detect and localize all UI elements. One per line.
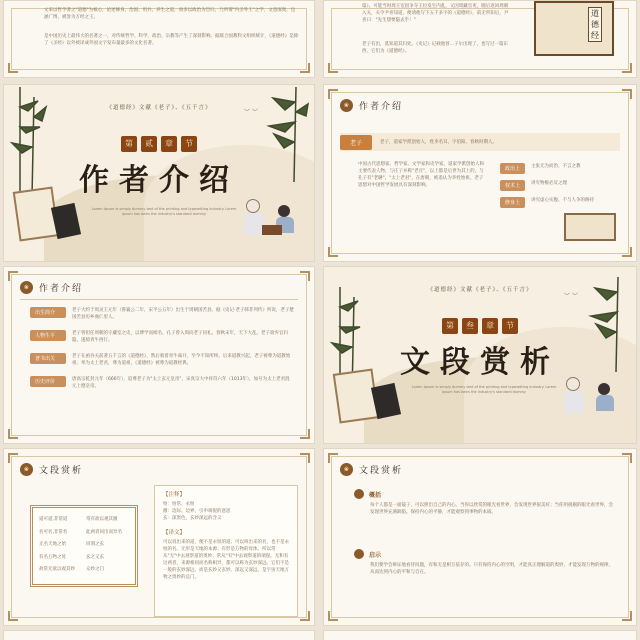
note-item: 玄：深黑色，玄妙深远的含义 <box>163 516 222 521</box>
poem-line: 此两者同出而异名 <box>86 529 122 535</box>
notes-box <box>154 485 298 617</box>
trait-item <box>500 163 620 174</box>
figures-image <box>242 195 312 237</box>
seal-icon: ❀ <box>340 99 353 112</box>
header-title: 作者介绍 <box>39 284 84 294</box>
seal-char: 第 <box>442 318 458 334</box>
scroll-title: 道德经 <box>588 7 602 42</box>
bird-icon: ︶ ︶ <box>564 293 578 300</box>
slide1-para-2: 是中国历史上最伟大的名著之一，对传统哲学、科学、政治、宗教等产生了深刻影响。据联合国教科文组织统计，《道德经》是除了《圣经》以外被译成外国文字发布量最多的文化名著。 <box>44 34 299 46</box>
seal-icon: ❀ <box>340 463 353 476</box>
slide-header <box>20 281 83 294</box>
lorem-text: Lorem Ipsum is simply dummy text of the printing and typesetting industry. Lorem Ipsum has been the industry's standard dummy <box>411 385 557 394</box>
author-portrait-image <box>564 213 616 241</box>
poem-line: 玄之又玄 <box>86 554 104 560</box>
section-text: 我们要学会辩证地看待问题，有和无是相互依存的。只有保持内心的空明，才能真正理解道的奥妙，才能发现万物的规律，从而达到内心的平和与自在。 <box>370 563 613 575</box>
life-text: 老子在函谷关前著五千言的《道德经》，然后骑着青牛离开，至今不知所终。后来道教兴起，老子被尊为道教始祖，奉为太上老君，尊为道祖，《道德经》被尊为道教经典。 <box>72 354 291 366</box>
trait-tag: 权术上 <box>500 180 525 191</box>
section-icon <box>354 489 364 499</box>
life-row <box>30 376 294 390</box>
life-row <box>30 353 294 367</box>
life-tag: 著书出关 <box>30 353 66 364</box>
seal-char: 第 <box>121 136 137 152</box>
seal-char: 叁 <box>462 318 478 334</box>
analysis-section <box>354 549 616 576</box>
life-rows <box>30 307 294 396</box>
translation-label: 【译文】 <box>163 530 186 536</box>
analysis-section <box>354 489 616 516</box>
trait-item <box>500 180 620 191</box>
header-title: 文段赏析 <box>39 466 84 476</box>
note-item: 恒：恒常、永恒 <box>163 502 195 507</box>
poem-line: 同谓之玄 <box>86 542 104 548</box>
poem-line: 众妙之门 <box>86 567 104 573</box>
figures-image <box>562 373 632 415</box>
slide-1[interactable] <box>3 0 315 78</box>
lorem-text: Lorem Ipsum is simply dummy text of the printing and typesetting industry. Lorem Ipsum has been the industry's standard dummy <box>91 207 237 216</box>
section-title: 概括 <box>369 491 382 499</box>
bird-icon: ︶ ︶ <box>244 109 258 116</box>
slide1-para-1: 文采以哲学著之"道德"为核心，论述修身、治国、用兵、养生之道，而多以政治为旨归，乃所谓"内圣外王"之学，文意深奥，包涵广博，被誉为万经之王。 <box>44 8 296 20</box>
poem-line: 常有欲以观其徼 <box>86 517 118 522</box>
slide2-para-1: 篇》。可能当时周王室因争夺王位发生内乱，又因周藏官吏，随后返回周朝入关，关令尹喜知道，便请他写下五千多字的《道德经》，前无所知后，尹喜曰："先生想要隐去乎！" <box>362 4 509 23</box>
name-tag: 老子 <box>340 135 372 150</box>
poem-line: 名可名,非常名 <box>39 529 68 535</box>
slide-6[interactable] <box>323 266 637 444</box>
life-row <box>30 307 294 321</box>
slide-5[interactable] <box>3 266 315 444</box>
life-row <box>30 330 294 344</box>
section-icon <box>354 549 364 559</box>
note-item: 徼：边际、边界，引申端倪的意思 <box>163 509 231 514</box>
slide-3[interactable] <box>3 84 315 262</box>
header-divider <box>20 299 298 300</box>
slide-header <box>20 463 83 476</box>
life-text: 老子大约于周灵王元年（鲁襄公二年，宋平公五年）出生于周朝国苦县。据《史记·老子韩非列传》所说，老子楚国苦县厉乡曲仁里人。 <box>72 308 294 320</box>
seal-char: 章 <box>482 318 498 334</box>
seal-char: 贰 <box>141 136 157 152</box>
life-tag: 出生简介 <box>30 307 66 318</box>
trait-text: 讲究物极必反之理 <box>531 181 568 186</box>
section-text: 每个人都是一面镜子，可以照出自己的内心。当你以欣赏的眼光看世界，会发现世界很美好；当你用挑剔的眼光看世界，会发现世界充满缺陷。保持内心的平静，才能观察到事物的本质。 <box>370 503 613 515</box>
chapter-seals <box>324 313 636 334</box>
slide-header <box>340 99 403 112</box>
chapter-seals <box>4 131 314 152</box>
subtitle: 《道德经》文献《老子》、《五千言》 <box>427 287 533 293</box>
poem-line: 故常无欲以观其妙 <box>39 567 75 573</box>
subtitle: 《道德经》文献《老子》、《五千言》 <box>106 105 212 111</box>
life-text: 老子曾担任周朝的守藏室之史，以博学而闻名。孔子曾入周向老子问礼。春秋末年，天下大乱，老子欲弃官归隐，遂骑青牛西行。 <box>72 331 288 343</box>
seal-icon: ❀ <box>20 463 33 476</box>
section-title: 启示 <box>369 551 382 559</box>
slide-header <box>340 463 403 476</box>
author-body: 中国古代思想家、哲学家、文学家和史学家，道家学派创始人和主要代表人物，与庄子并称"老庄"，以上都是后世为其上的，与孔子有"老聃"，"太上老君"。在唐朝，被追认为李姓始祖。老子思想对中国哲学发展具有深刻影响。 <box>358 162 484 188</box>
slide-4[interactable] <box>323 84 637 262</box>
seal-char: 节 <box>181 136 197 152</box>
scroll-image <box>534 1 614 56</box>
note-label: 【注释】 <box>163 492 186 498</box>
name-desc: 老子，道家学派创始人，姓李名耳，字伯阳，春秋时期人。 <box>380 139 498 145</box>
translation-text: 可以说出来的道，便不是永恒的道；可以叫出来的名，也不是永恒的名。无形是天地的本源；有形是万物的母体。所以常从"无"中去观察道的奥妙；常从"有"中去观察道的端倪。无和有这两者，来源相同而名称相异，都可以称为玄妙深远。它们不是一般的玄妙深远，而是玄妙又玄妙、深远又深远，是宇宙天地万物之奥妙的总门。 <box>163 540 289 580</box>
name-bar <box>340 133 620 151</box>
header-title: 文段赏析 <box>359 466 404 476</box>
slide-title: 文段赏析 <box>400 345 560 380</box>
seal-icon: ❀ <box>20 281 33 294</box>
seal-char: 章 <box>161 136 177 152</box>
poem-line: 无名天地之始 <box>39 542 66 548</box>
life-tag: 历史评价 <box>30 376 66 387</box>
slide-9-partial[interactable] <box>3 630 315 640</box>
trait-list <box>500 163 620 214</box>
life-text: 唐高宗乾封元年（666年），追尊老子为"太上玄元皇帝"，宋真宗大中祥符六年（1013年），加号为太上老君混元上德皇帝。 <box>72 377 290 389</box>
header-title: 作者介绍 <box>359 102 404 112</box>
slide-8[interactable] <box>323 448 637 626</box>
poem-box <box>30 505 138 587</box>
life-tag: 人物生平 <box>30 330 66 341</box>
slide-title: 作者介绍 <box>79 163 239 198</box>
slide-7[interactable] <box>3 448 315 626</box>
poem-line: 有名万物之母 <box>39 554 66 560</box>
seal-char: 节 <box>502 318 518 334</box>
slide-10-partial[interactable] <box>323 630 637 640</box>
trait-text: 讲究虚心实腹、不与人争的修持 <box>531 198 595 203</box>
trait-tag: 政治上 <box>500 163 525 174</box>
trait-item <box>500 197 620 208</box>
trait-tag: 修身上 <box>500 197 525 208</box>
trait-text: 主张无为而治、不言之教 <box>531 164 581 169</box>
slide-2[interactable] <box>323 0 637 78</box>
poem-line: 道可道,非常道 <box>39 517 68 522</box>
slide2-para-2: 老子有出，莫知道其归处。《史记》记载他曾...子尔出现了，也写过一篇东西，它们为《道德经》。 <box>362 42 509 54</box>
